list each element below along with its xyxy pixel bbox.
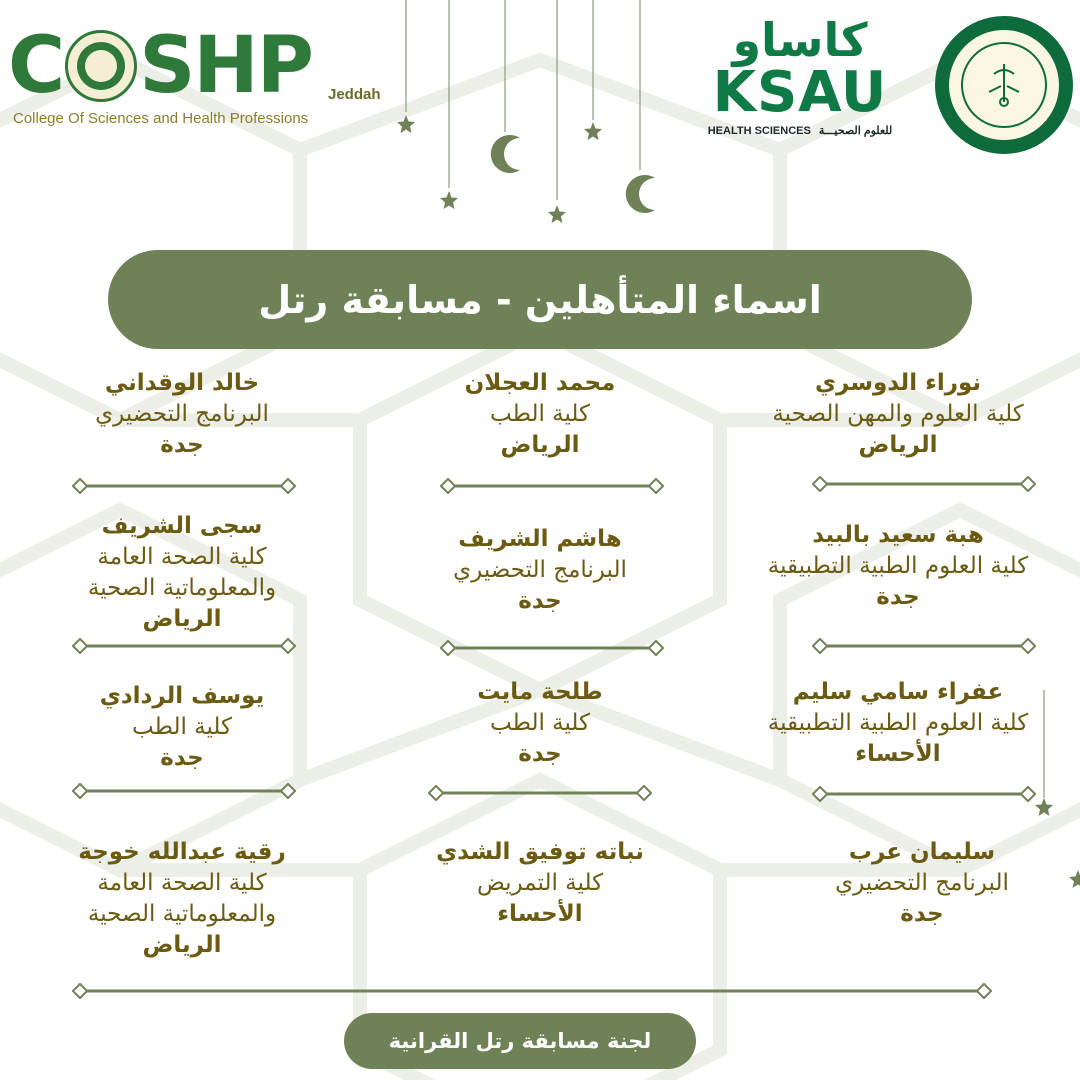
list-item xyxy=(718,677,1078,770)
qualifier-city: جدة xyxy=(876,584,920,610)
coshp-letters-shp: SHP xyxy=(139,21,312,111)
divider xyxy=(812,638,1036,654)
divider xyxy=(440,640,664,656)
divider xyxy=(428,785,652,801)
qualifier-city: الرياض xyxy=(142,932,222,958)
qualifier-city: جدة xyxy=(160,745,204,771)
qualifier-name: طلحة مايت xyxy=(477,679,603,705)
list-item xyxy=(718,520,1078,613)
qualifier-name: محمد العجلان xyxy=(464,370,616,396)
title-banner xyxy=(108,250,972,349)
divider xyxy=(812,476,1036,492)
ksau-tagline-en: HEALTH SCIENCES xyxy=(707,125,811,137)
coshp-letter-c: C xyxy=(8,21,64,111)
qualifier-city: جدة xyxy=(518,741,562,767)
list-item xyxy=(360,677,720,770)
list-item xyxy=(2,681,362,774)
qualifier-college: والمعلوماتية الصحية xyxy=(87,575,277,601)
qualifier-college: كلية الصحة العامة xyxy=(97,544,267,570)
qualifier-city: جدة xyxy=(900,901,944,927)
divider xyxy=(72,478,296,494)
star-icon xyxy=(397,115,415,133)
qualifier-college: البرنامج التحضيري xyxy=(95,401,269,427)
ksau-logo xyxy=(690,14,910,154)
qualifier-city: الأحساء xyxy=(855,741,941,767)
ksau-tagline xyxy=(690,124,910,137)
divider xyxy=(72,638,296,654)
ksau-arabic-wordmark: كاساو xyxy=(732,13,868,67)
university-seal-icon xyxy=(935,16,1073,154)
coshp-seal-icon xyxy=(65,30,137,102)
list-item xyxy=(742,837,1080,930)
qualifier-name: خالد الوقداني xyxy=(104,370,260,396)
qualifier-name: نوراء الدوسري xyxy=(814,370,982,396)
qualifier-name: هاشم الشريف xyxy=(458,526,622,552)
qualifier-college: كلية العلوم الطبية التطبيقية xyxy=(767,710,1029,736)
ksau-english-wordmark: KSAU xyxy=(712,60,888,125)
hanging-ornaments xyxy=(380,0,680,240)
list-item xyxy=(360,524,720,617)
star-icon xyxy=(584,122,602,140)
crescent-icon xyxy=(491,135,520,173)
qualifier-city: الرياض xyxy=(142,606,222,632)
coshp-wordmark xyxy=(8,21,312,111)
qualifier-name: رقية عبدالله خوجة xyxy=(78,839,286,865)
qualifier-city: الرياض xyxy=(858,432,938,458)
divider xyxy=(440,478,664,494)
qualifier-city: الأحساء xyxy=(497,901,583,927)
qualifier-college: البرنامج التحضيري xyxy=(453,557,627,583)
ksau-tagline-ar: للعلوم الصحيـــة xyxy=(818,125,893,137)
footer-badge xyxy=(344,1013,696,1069)
qualifier-college: كلية الطب xyxy=(490,710,590,736)
divider xyxy=(812,786,1036,802)
divider xyxy=(72,783,296,799)
crescent-icon xyxy=(626,175,655,213)
qualifier-name: يوسف الردادي xyxy=(99,683,265,709)
list-item xyxy=(2,511,362,635)
qualifier-college: كلية العلوم والمهن الصحية xyxy=(772,401,1024,427)
coshp-subtitle: College Of Sciences and Health Professions xyxy=(13,110,309,127)
qualifier-college: كلية الطب xyxy=(132,714,232,740)
qualifier-name: هبة سعيد بالبيد xyxy=(812,522,984,548)
page-title: اسماء المتأهلين - مسابقة رتل xyxy=(258,277,822,322)
qualifier-college: كلية العلوم الطبية التطبيقية xyxy=(767,553,1029,579)
list-item xyxy=(718,368,1078,461)
qualifier-name: نباته توفيق الشدي xyxy=(436,839,644,865)
star-icon xyxy=(548,205,566,223)
qualifier-college: كلية الطب xyxy=(490,401,590,427)
qualifier-college: كلية الصحة العامة xyxy=(97,870,267,896)
qualifier-city: جدة xyxy=(160,432,204,458)
qualifier-name: عفراء سامي سليم xyxy=(792,679,1004,705)
qualifier-college: والمعلوماتية الصحية xyxy=(87,901,277,927)
list-item xyxy=(2,368,362,461)
coshp-logo xyxy=(8,14,388,129)
list-item xyxy=(360,368,720,461)
star-icon xyxy=(440,191,458,209)
qualifier-name: سليمان عرب xyxy=(848,839,996,865)
divider xyxy=(72,983,992,999)
list-item xyxy=(2,837,362,961)
qualifier-college: البرنامج التحضيري xyxy=(835,870,1009,896)
qualifier-city: الرياض xyxy=(500,432,580,458)
qualifier-city: جدة xyxy=(518,588,562,614)
coshp-city: Jeddah xyxy=(328,86,381,103)
qualifier-name: سجى الشريف xyxy=(101,513,263,539)
footer-label: لجنة مسابقة رتل القرانية xyxy=(388,1029,652,1053)
list-item xyxy=(360,837,720,930)
qualifier-college: كلية التمريض xyxy=(476,870,604,896)
